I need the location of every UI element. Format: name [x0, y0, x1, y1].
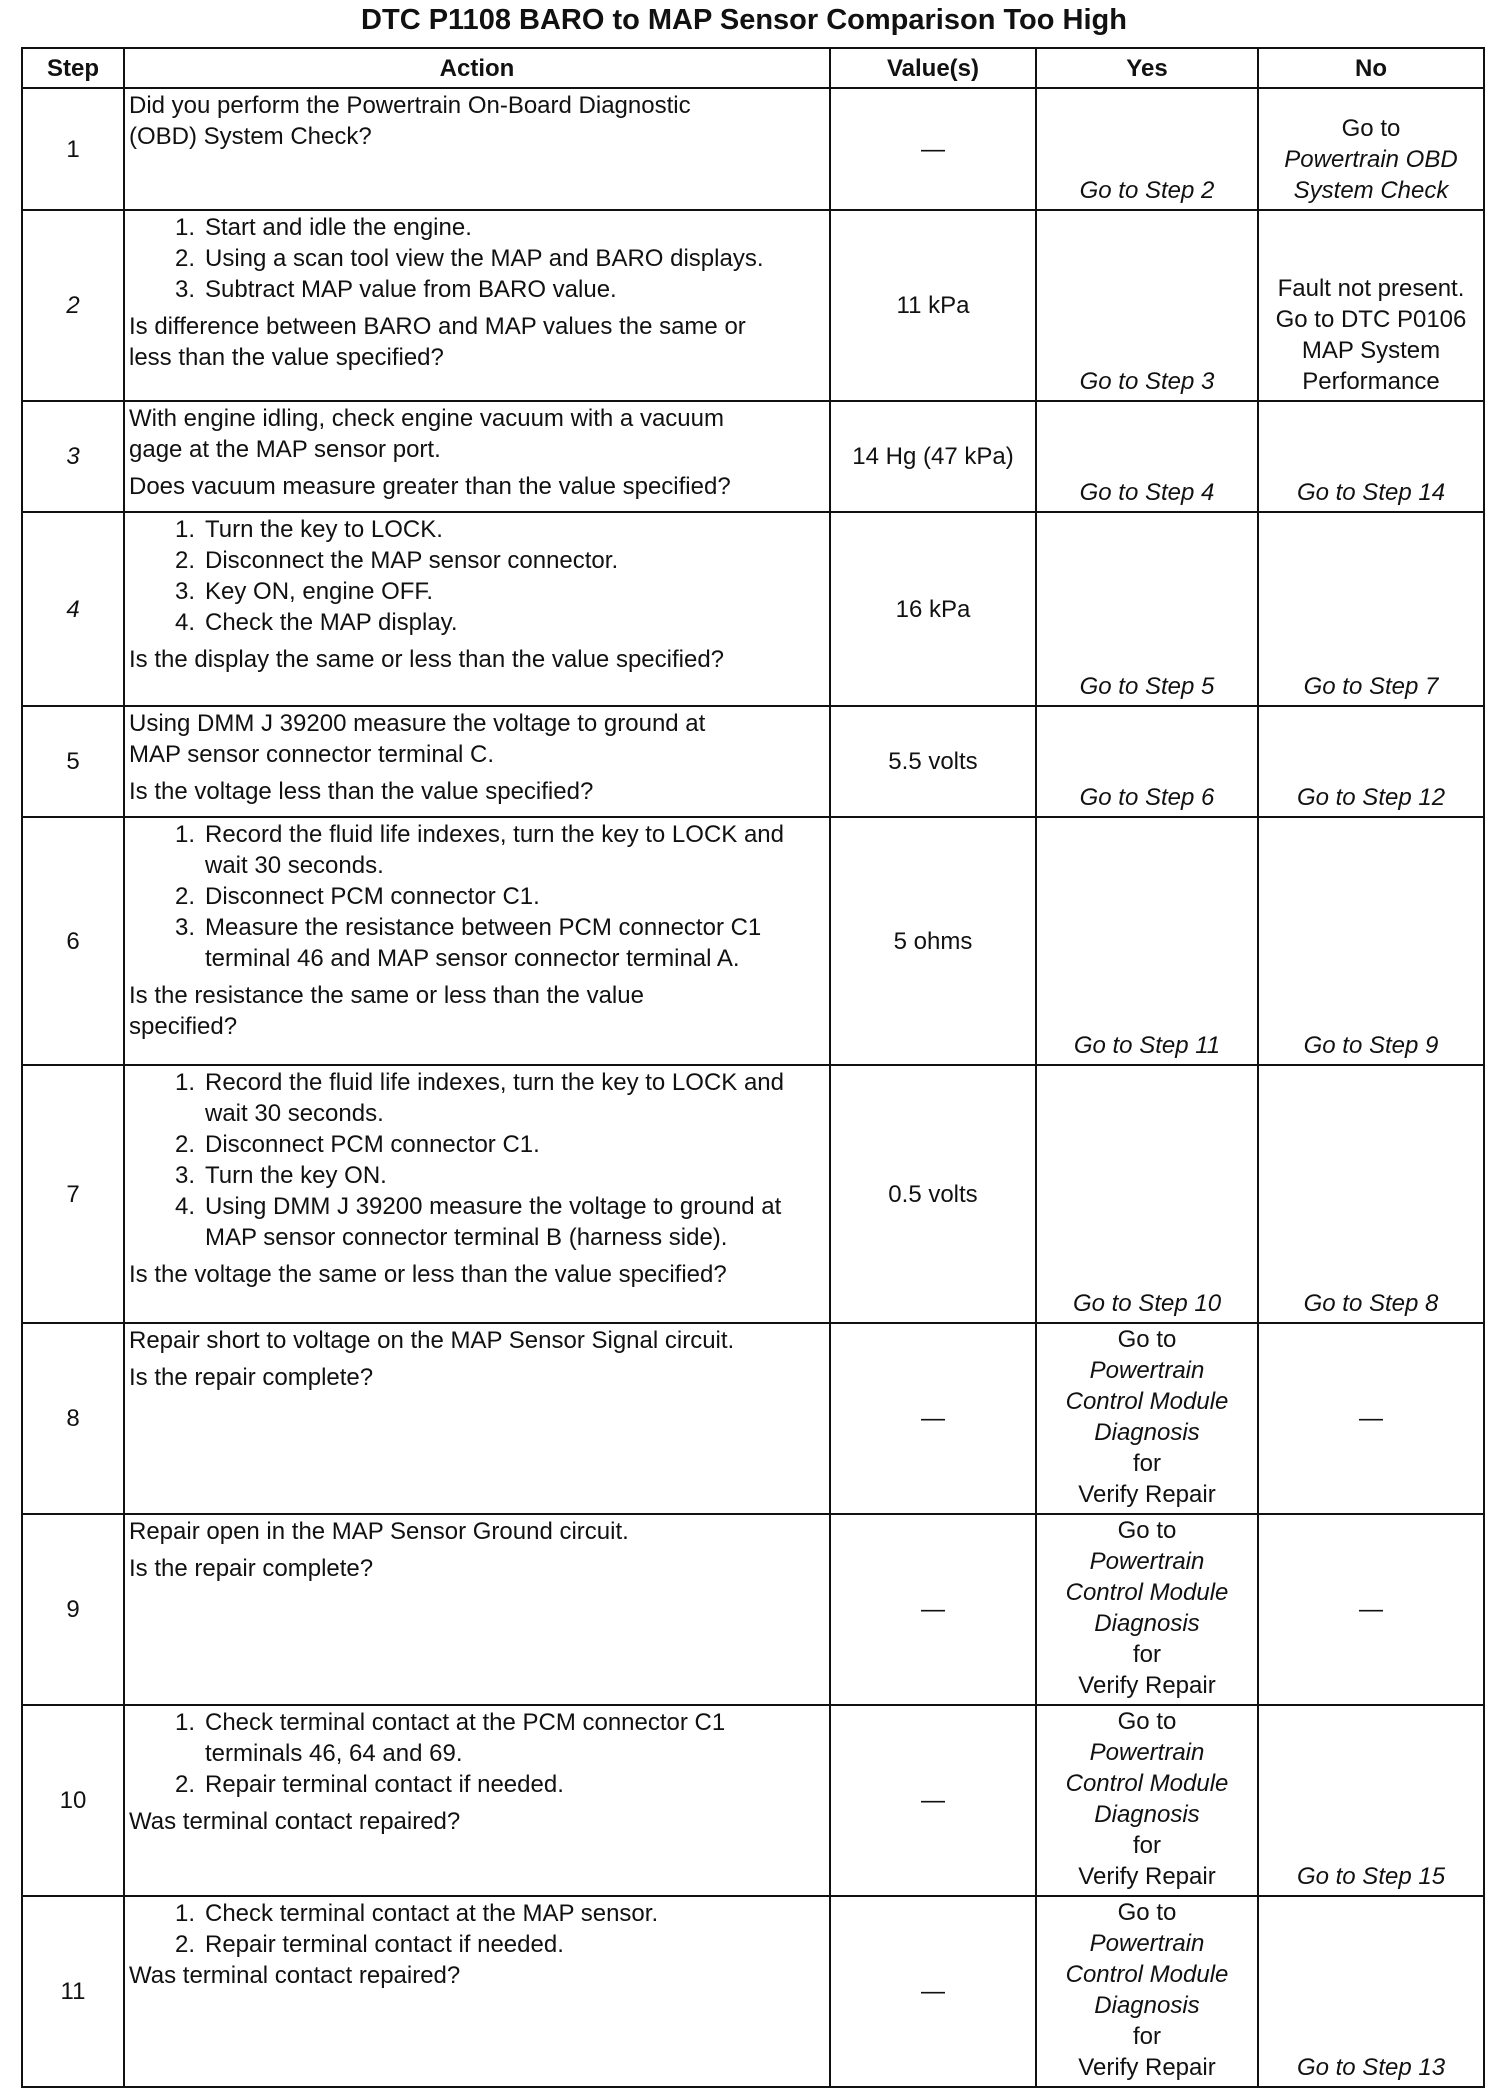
- yes-text: Go to Powertrain: [1089, 1708, 1205, 1766]
- table-row: [22, 1896, 1484, 2087]
- yes-cell: [1036, 512, 1258, 706]
- table-row: [22, 401, 1484, 512]
- yes-text: Go to Step 2: [1079, 177, 1215, 204]
- no-text: Go to Step 14: [1296, 479, 1446, 506]
- no-cell: [1258, 1896, 1484, 2087]
- value-text: 14 Hg (47 kPa): [852, 443, 1014, 470]
- yes-text: Verify Repair: [1078, 1863, 1216, 1890]
- no-text: System Check: [1293, 177, 1449, 204]
- list-item: 1. Check terminal contact at the MAP sensor.: [174, 1900, 659, 1927]
- yes-cell: [1036, 1896, 1258, 2087]
- table-row: [22, 706, 1484, 817]
- no-text: Go to DTC P0106: [1275, 306, 1467, 333]
- no-text: Go to Step 8: [1303, 1290, 1439, 1317]
- no-text: —: [1359, 1596, 1383, 1623]
- question-text: specified?: [129, 1013, 238, 1040]
- yes-text: Go to Step 4: [1079, 479, 1215, 506]
- no-cell: [1258, 817, 1484, 1065]
- question-text: Was terminal contact repaired?: [129, 1962, 461, 1989]
- no-text: Go to: [1341, 115, 1401, 142]
- yes-text: Go to Powertrain: [1089, 1326, 1205, 1384]
- action-cell: [124, 1514, 830, 1705]
- question-text: Is the repair complete?: [129, 1555, 374, 1582]
- question-text: Is difference between BARO and MAP values the same or: [129, 313, 746, 340]
- value-cell: [830, 1514, 1036, 1705]
- action-text: Repair short to voltage on the MAP Sensor Signal circuit.: [129, 1327, 735, 1354]
- value-text: 5 ohms: [893, 927, 973, 955]
- list-item: 2. Repair terminal contact if needed.: [174, 1771, 564, 1798]
- action-text: Repair open in the MAP Sensor Ground circuit.: [129, 1518, 629, 1545]
- no-text: Go to Step 12: [1296, 784, 1446, 811]
- value-cell: [830, 1065, 1036, 1323]
- no-cell: [1258, 1323, 1484, 1514]
- no-cell: [1258, 210, 1484, 401]
- action-cell: [124, 1065, 830, 1323]
- yes-text: Verify Repair: [1078, 1481, 1216, 1508]
- yes-text: Go to Powertrain: [1089, 1517, 1205, 1575]
- list-item: 2. Disconnect PCM connector C1.: [174, 1131, 540, 1158]
- step-number: 11: [22, 1896, 124, 2087]
- action-text: (OBD) System Check?: [129, 123, 372, 150]
- value-text: —: [921, 135, 945, 163]
- list-item: 3. Key ON, engine OFF.: [174, 578, 434, 605]
- question-text: Does vacuum measure greater than the value specified?: [129, 473, 731, 500]
- table-row: [22, 1065, 1484, 1323]
- table-row: [22, 210, 1484, 401]
- no-cell: [1258, 1065, 1484, 1323]
- yes-text: Go to Powertrain: [1089, 1899, 1205, 1957]
- list-item: 2. Repair terminal contact if needed.: [174, 1931, 564, 1958]
- list-item: 1. Check terminal contact at the PCM connector C1 terminals 46, 64 and 69.: [174, 1709, 726, 1767]
- value-text: 0.5 volts: [888, 1180, 978, 1208]
- yes-text: Diagnosis for: [1094, 1992, 1200, 2050]
- header-action: Action: [124, 48, 830, 88]
- yes-cell: [1036, 817, 1258, 1065]
- yes-text: Control Module: [1065, 1579, 1229, 1606]
- value-text: —: [921, 1596, 945, 1623]
- no-cell: [1258, 401, 1484, 512]
- table-row: [22, 1705, 1484, 1896]
- header-yes: Yes: [1036, 48, 1258, 88]
- yes-text: Go to Step 6: [1079, 784, 1215, 811]
- list-item: 4. Using DMM J 39200 measure the voltage to ground at MAP sensor connector terminal B (harness side).: [174, 1193, 782, 1251]
- no-text: Go to Step 7: [1303, 673, 1439, 700]
- step-number: 3: [22, 401, 124, 512]
- value-text: 11 kPa: [896, 292, 970, 319]
- value-cell: [830, 512, 1036, 706]
- yes-cell: [1036, 1705, 1258, 1896]
- yes-text: Diagnosis for: [1094, 1419, 1200, 1477]
- action-cell: [124, 88, 830, 210]
- action-cell: [124, 1896, 830, 2087]
- step-number: 8: [22, 1323, 124, 1514]
- list-item: 3. Turn the key ON.: [174, 1162, 387, 1189]
- action-text: With engine idling, check engine vacuum with a vacuum: [129, 405, 724, 432]
- value-text: —: [921, 1405, 945, 1432]
- action-cell: [124, 817, 830, 1065]
- action-text: MAP sensor connector terminal C.: [129, 741, 495, 768]
- question-text: less than the value specified?: [129, 344, 444, 371]
- page-title: DTC P1108 BARO to MAP Sensor Comparison Too High: [361, 4, 1127, 36]
- action-cell: [124, 1705, 830, 1896]
- header-no: No: [1258, 48, 1484, 88]
- action-cell: [124, 1323, 830, 1514]
- value-cell: [830, 88, 1036, 210]
- no-cell: [1258, 512, 1484, 706]
- value-cell: [830, 1323, 1036, 1514]
- yes-cell: [1036, 1323, 1258, 1514]
- yes-text: Go to Step 11: [1073, 1032, 1221, 1059]
- question-text: Was terminal contact repaired?: [129, 1808, 461, 1835]
- yes-text: Control Module: [1065, 1388, 1229, 1415]
- list-item: 2. Disconnect the MAP sensor connector.: [174, 547, 619, 574]
- value-cell: [830, 1896, 1036, 2087]
- value-cell: [830, 1705, 1036, 1896]
- table-row: [22, 88, 1484, 210]
- yes-text: Control Module: [1065, 1770, 1229, 1797]
- no-text: MAP System: [1301, 337, 1441, 364]
- value-cell: [830, 401, 1036, 512]
- value-cell: [830, 210, 1036, 401]
- yes-text: Verify Repair: [1078, 1672, 1216, 1699]
- yes-cell: [1036, 88, 1258, 210]
- no-text: —: [1359, 1405, 1383, 1432]
- action-text: Did you perform the Powertrain On-Board Diagnostic: [129, 92, 691, 119]
- no-text: Powertrain OBD: [1284, 146, 1458, 173]
- question-text: Is the resistance the same or less than the value: [129, 982, 644, 1009]
- value-text: —: [921, 1978, 945, 2005]
- no-text: Performance: [1302, 368, 1440, 395]
- no-text: Go to Step 9: [1303, 1032, 1439, 1059]
- no-cell: [1258, 88, 1484, 210]
- diagnostic-table: [21, 47, 1485, 2088]
- question-text: Is the voltage the same or less than the value specified?: [129, 1261, 727, 1288]
- list-item: 2. Using a scan tool view the MAP and BARO displays.: [174, 245, 764, 272]
- header-row: [22, 48, 1484, 88]
- yes-text: Go to Step 3: [1079, 368, 1215, 395]
- action-cell: [124, 401, 830, 512]
- yes-text: Diagnosis for: [1094, 1610, 1200, 1668]
- step-number: 4: [22, 512, 124, 706]
- value-cell: [830, 817, 1036, 1065]
- action-text: Using DMM J 39200 measure the voltage to ground at: [129, 710, 706, 737]
- value-cell: [830, 706, 1036, 817]
- step-number: 6: [22, 817, 124, 1065]
- yes-text: Go to Step 10: [1072, 1290, 1222, 1317]
- step-number: 2: [22, 210, 124, 401]
- yes-cell: [1036, 706, 1258, 817]
- list-item: 3. Subtract MAP value from BARO value.: [174, 276, 617, 303]
- table-row: [22, 817, 1484, 1065]
- no-cell: [1258, 1705, 1484, 1896]
- yes-cell: [1036, 401, 1258, 512]
- no-text: Go to Step 13: [1296, 2054, 1446, 2081]
- value-text: 16 kPa: [895, 595, 971, 623]
- step-number: 7: [22, 1065, 124, 1323]
- action-cell: [124, 210, 830, 401]
- action-cell: [124, 706, 830, 817]
- list-item: 1. Record the fluid life indexes, turn the key to LOCK and wait 30 seconds.: [174, 821, 784, 879]
- value-text: 5.5 volts: [888, 748, 978, 775]
- yes-text: Verify Repair: [1078, 2054, 1216, 2081]
- action-text: gage at the MAP sensor port.: [129, 436, 441, 463]
- list-item: 1. Start and idle the engine.: [174, 214, 472, 241]
- no-cell: [1258, 706, 1484, 817]
- step-number: 9: [22, 1514, 124, 1705]
- step-number: 1: [22, 88, 124, 210]
- list-item: 3. Measure the resistance between PCM connector C1 terminal 46 and MAP sensor connector terminal A.: [174, 914, 762, 972]
- yes-text: Control Module: [1065, 1961, 1229, 1988]
- step-number: 5: [22, 706, 124, 817]
- step-number: 10: [22, 1705, 124, 1896]
- yes-text: Diagnosis for: [1094, 1801, 1200, 1859]
- table-row: [22, 1323, 1484, 1514]
- question-text: Is the display the same or less than the value specified?: [129, 646, 725, 673]
- table-row: [22, 1514, 1484, 1705]
- list-item: 1. Turn the key to LOCK.: [174, 516, 443, 543]
- no-text: Go to Step 15: [1296, 1863, 1446, 1890]
- yes-cell: [1036, 1065, 1258, 1323]
- yes-text: Go to Step 5: [1079, 673, 1215, 700]
- list-item: 1. Record the fluid life indexes, turn the key to LOCK and wait 30 seconds.: [174, 1069, 784, 1127]
- question-text: Is the repair complete?: [129, 1364, 374, 1391]
- yes-cell: [1036, 1514, 1258, 1705]
- yes-cell: [1036, 210, 1258, 401]
- value-text: —: [921, 1787, 945, 1814]
- header-step: Step: [22, 48, 124, 88]
- table-row: [22, 512, 1484, 706]
- list-item: 4. Check the MAP display.: [174, 609, 458, 636]
- list-item: 2. Disconnect PCM connector C1.: [174, 883, 540, 910]
- action-cell: [124, 512, 830, 706]
- header-values: Value(s): [830, 48, 1036, 88]
- no-text: Fault not present.: [1277, 275, 1465, 302]
- question-text: Is the voltage less than the value specified?: [129, 778, 594, 805]
- no-cell: [1258, 1514, 1484, 1705]
